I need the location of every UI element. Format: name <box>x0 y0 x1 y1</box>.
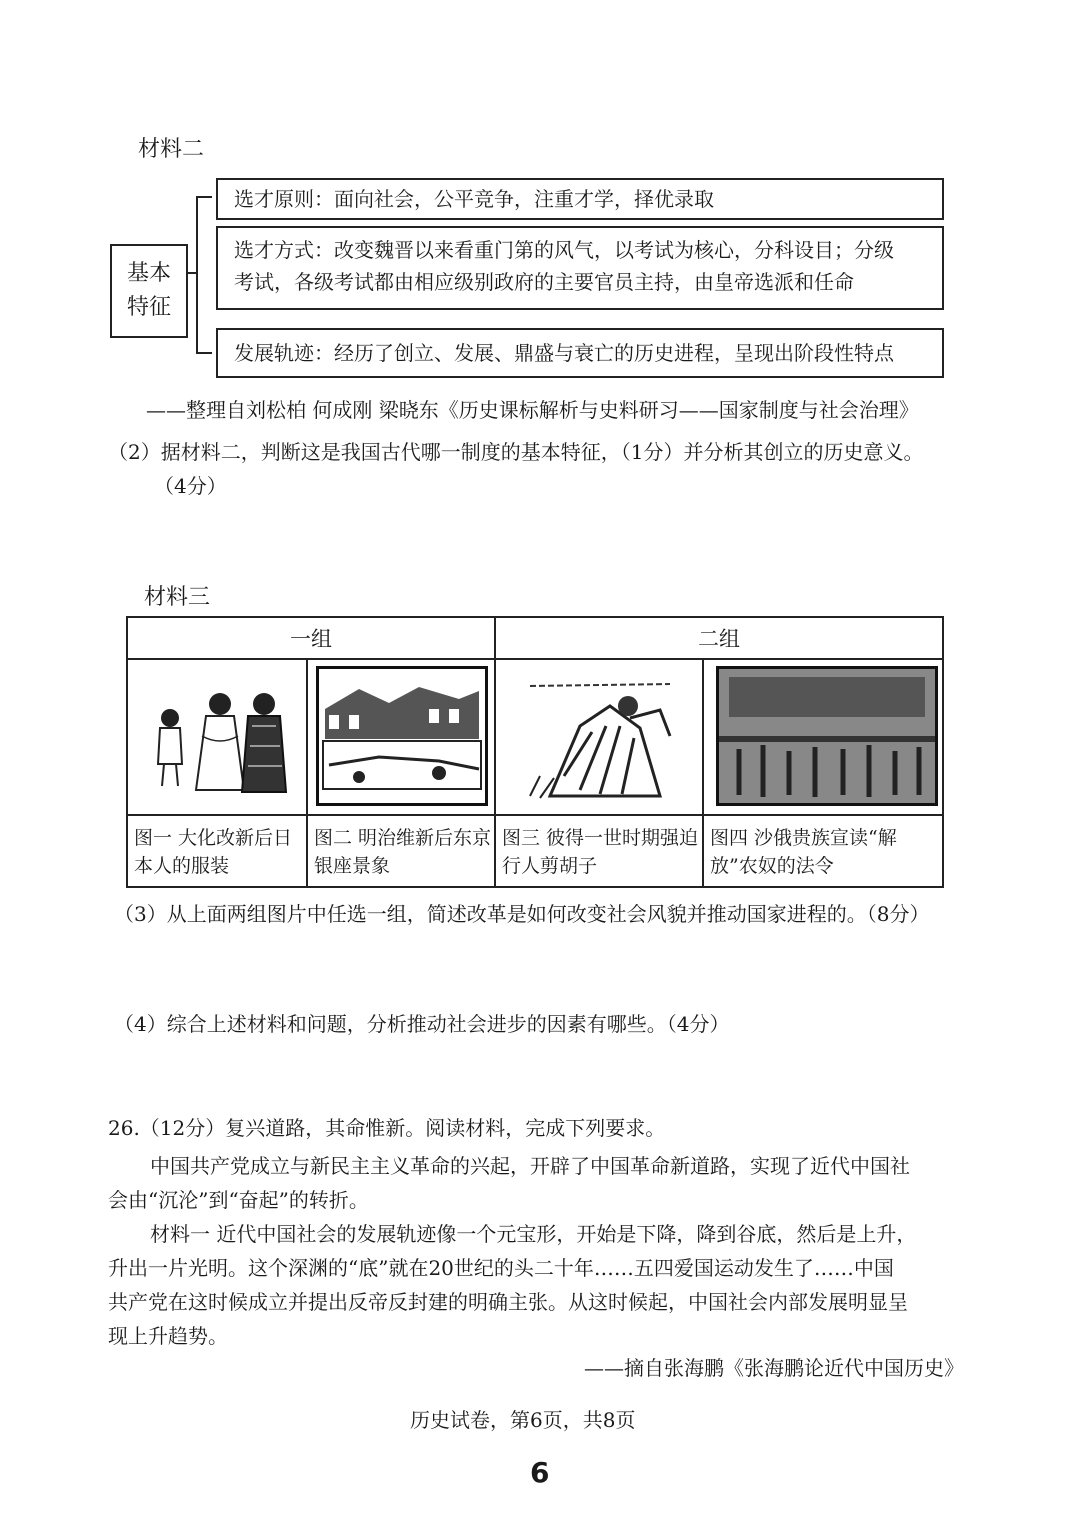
question3: （3）从上面两组图片中任选一组，简述改革是如何改变社会风貌并推动国家进程的。（8分） <box>114 902 930 926</box>
basic-features-label-line1: 基本 <box>126 261 171 286</box>
figure1-image <box>140 666 290 806</box>
serf-emancipation-illustration <box>719 669 935 803</box>
feature-selection-principle <box>216 178 944 220</box>
figure3-caption: 图三 彼得一世时期强迫行人剪胡子 <box>502 827 699 877</box>
material2-heading: 材料二 <box>138 137 205 162</box>
feature-selection-principle-text: 选才原则：面向社会，公平竞争，注重才学，择优录取 <box>234 187 714 211</box>
page-footer-label: 历史试卷，第6页，共8页 <box>410 1408 636 1432</box>
question4: （4）综合上述材料和问题，分析推动社会进步的因素有哪些。（4分） <box>114 1012 730 1036</box>
basic-features-label-line2: 特征 <box>126 295 171 320</box>
figure1-caption: 图一 大化改新后日本人的服装 <box>134 827 293 877</box>
cell-divider-1 <box>306 658 308 886</box>
q26-title: 26.（12分）复兴道路，其命惟新。阅读材料，完成下列要求。 <box>108 1116 666 1140</box>
basic-features-box <box>110 244 188 338</box>
material3-heading: 材料三 <box>144 585 211 610</box>
beard-cutting-illustration <box>510 666 696 806</box>
feature-development-track-text: 发展轨迹：经历了创立、发展、鼎盛与衰亡的历史进程，呈现出阶段性特点 <box>234 341 894 365</box>
feature-selection-method-line2: 考试，各级考试都由相应级别政府的主要官员主持，由皇帝选派和任命 <box>234 270 854 294</box>
q26-material1-line3: 共产党在这时候成立并提出反帝反封建的明确主张。从这时候起，中国社会内部发展明显呈 <box>108 1290 908 1314</box>
question2-line2: （4分） <box>154 474 227 498</box>
feature-selection-method-line1: 选才方式：改变魏晋以来看重门第的风气，以考试为核心，分科设目；分级 <box>234 238 894 262</box>
group2-header: 二组 <box>698 627 740 651</box>
header-divider <box>128 658 942 660</box>
material2-source: ——整理自刘松柏 何成刚 梁晓东《历史课标解析与史料研习——国家制度与社会治理》 <box>146 398 919 422</box>
figure2-caption: 图二 明治维新后东京银座景象 <box>314 827 492 877</box>
figure4-caption: 图四 沙俄贵族宣读“解放”农奴的法令 <box>710 827 897 877</box>
q26-material1-line4: 现上升趋势。 <box>108 1324 228 1348</box>
q26-intro-line2: 会由“沉沦”到“奋起”的转折。 <box>108 1188 369 1212</box>
page-number: 6 <box>530 1456 550 1489</box>
figure4-image <box>716 666 938 806</box>
material3-table <box>126 616 944 888</box>
group1-header: 一组 <box>290 627 332 651</box>
q26-intro-line1: 中国共产党成立与新民主主义革命的兴起，开辟了中国革命新道路，实现了近代中国社 <box>150 1154 910 1178</box>
q26-material1-line2: 升出一片光明。这个深渊的“底”就在20世纪的头二十年……五四爱国运动发生了……中国 <box>108 1256 894 1280</box>
caption-divider <box>128 814 942 816</box>
group-divider <box>494 618 496 886</box>
ginza-street-illustration <box>319 669 485 803</box>
brace <box>196 196 212 354</box>
feature-development-track <box>216 328 944 378</box>
q26-material1-line1: 材料一 近代中国社会的发展轨迹像一个元宝形，开始是下降，降到谷底，然后是上升， <box>150 1222 917 1246</box>
cell-divider-3 <box>702 658 704 886</box>
question2-line1: （2）据材料二，判断这是我国古代哪一制度的基本特征，（1分）并分析其创立的历史意义。 <box>108 440 924 464</box>
q26-source: ——摘自张海鹏《张海鹏论近代中国历史》 <box>584 1356 964 1380</box>
figure3-image <box>510 666 696 806</box>
figure2-image <box>316 666 488 806</box>
japanese-clothing-illustration <box>140 666 290 806</box>
feature-selection-method <box>216 226 944 310</box>
